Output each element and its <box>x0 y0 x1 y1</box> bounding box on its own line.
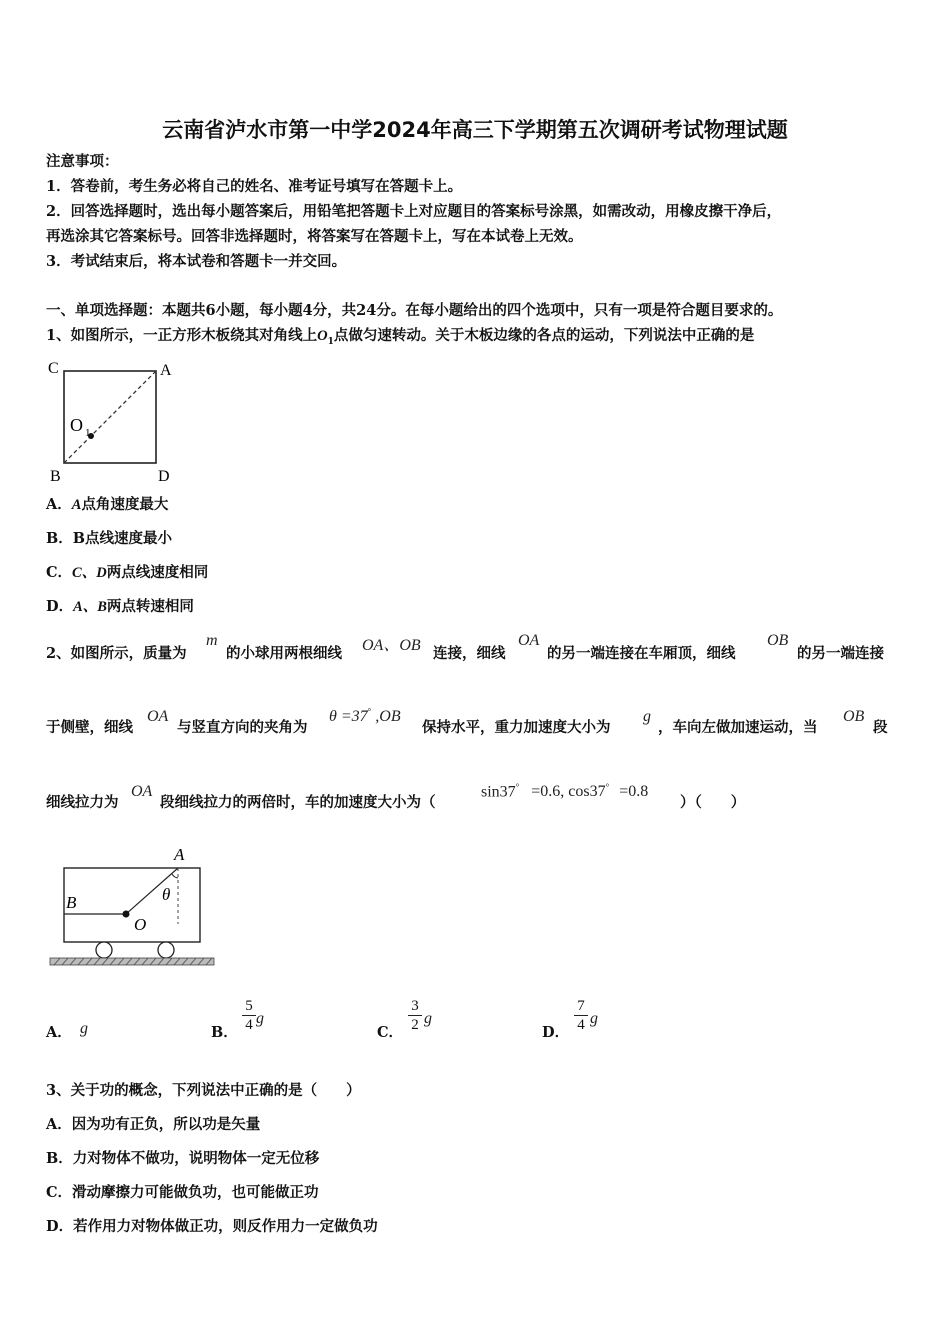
q2-option-d: D． <box>542 1024 570 1041</box>
q2-trig-values: sin37° =0.6, cos37° =0.8 <box>481 782 649 801</box>
notice-item-1: 1．答卷前，考生务必将自己的姓名、准考证号填写在答题卡上。 <box>46 178 463 195</box>
q2-var-oa-3: OA <box>131 783 153 800</box>
wheel-right <box>158 942 174 958</box>
car-body <box>64 868 200 942</box>
label-a: A <box>160 362 172 379</box>
q3-option-b: B．力对物体不做功，说明物体一定无位移 <box>46 1150 320 1167</box>
q1-figure <box>44 355 184 485</box>
label-theta: θ <box>162 885 171 904</box>
section-heading: 一、单项选择题：本题共6小题，每小题4分，共24分。在每小题给出的四个选项中，只有一项是符合题目要求的。 <box>46 302 783 319</box>
q2-var-oa: OA <box>518 632 540 649</box>
q2-option-b-fraction: 5 4 <box>242 997 256 1034</box>
label-o: O <box>70 415 83 435</box>
q2-var-ob: OB <box>767 632 789 649</box>
q2-option-c: C． <box>377 1024 404 1041</box>
q3-option-d: D．若作用力对物体做正功，则反作用力一定做负功 <box>46 1218 378 1235</box>
q3-option-c: C．滑动摩擦力可能做负功，也可能做正功 <box>46 1184 319 1201</box>
angle-arc <box>172 874 178 878</box>
q2-line-2e: 段 <box>873 719 888 736</box>
q2-line-1e: 的另一端连接 <box>797 645 884 662</box>
q2-option-c-fraction: 3 2 <box>408 997 422 1034</box>
wheel-left <box>96 942 112 958</box>
q2-line-3b: 段细线拉力的两倍时，车的加速度大小为（ <box>160 794 436 811</box>
q1-option-c: C．C、D两点线速度相同 <box>46 564 209 581</box>
label-b: B <box>50 468 61 485</box>
notice-item-3: 3．考试结束后，将本试卷和答题卡一并交回。 <box>46 253 347 270</box>
q2-option-c-g: g <box>424 1010 432 1027</box>
label-b: B <box>66 893 77 912</box>
q2-option-a-g: g <box>80 1020 88 1037</box>
q1-option-b: B．B点线速度最小 <box>46 530 173 547</box>
q2-option-d-g: g <box>590 1010 598 1027</box>
q1-stem: 1、如图所示，一正方形木板绕其对角线上$O_1$点做匀速转动。关于木板边缘的各点的运动，下列说法中正确的是 <box>46 327 755 347</box>
q1-option-d: D．A、B两点转速相同 <box>46 598 194 615</box>
q2-line-1a: 2、如图所示，质量为 <box>46 645 187 662</box>
notice-heading: 注意事项： <box>46 153 119 170</box>
q2-option-a: A． <box>46 1024 72 1041</box>
q2-line-2c: 保持水平，重力加速度大小为 <box>422 719 611 736</box>
q2-var-ob-2: OB <box>843 708 865 725</box>
q2-line-3a: 细线拉力为 <box>46 794 119 811</box>
label-d: D <box>158 468 170 485</box>
q2-line-1b: 的小球用两根细线 <box>226 645 342 662</box>
q2-option-b-g: g <box>256 1010 264 1027</box>
q2-line-2b: 与竖直方向的夹角为 <box>177 719 308 736</box>
q2-line-2a: 于侧壁，细线 <box>46 719 133 736</box>
q3-option-a: A．因为功有正负，所以功是矢量 <box>46 1116 261 1133</box>
q2-figure <box>48 840 218 970</box>
q2-theta-eq: θ =37° ,OB <box>329 706 401 725</box>
q2-var-m: m <box>206 632 218 649</box>
q2-line-3c: ）（ ） <box>680 794 746 811</box>
q2-option-d-fraction: 7 4 <box>574 997 588 1034</box>
label-o: O <box>134 915 147 934</box>
q2-line-2d: ，车向左做加速运动，当 <box>658 719 818 736</box>
q2-option-b: B． <box>211 1024 238 1041</box>
label-c: C <box>48 360 59 377</box>
label-o-sub: 1 <box>85 427 91 439</box>
page-title: 云南省泸水市第一中学2024年高三下学期第五次调研考试物理试题 <box>162 118 788 142</box>
q2-line-1c: 连接，细线 <box>433 645 506 662</box>
notice-item-2b: 再选涂其它答案标号。回答非选择题时，将答案写在答题卡上，写在本试卷上无效。 <box>46 228 583 245</box>
ball <box>123 911 130 918</box>
q3-stem: 3、关于功的概念，下列说法中正确的是（ ） <box>46 1082 361 1099</box>
label-a: A <box>174 845 185 864</box>
notice-item-2a: 2．回答选择题时，选出每小题答案后，用铅笔把答题卡上对应题目的答案标号涂黑，如需改动，用橡皮擦干净后， <box>46 203 782 220</box>
ground <box>50 958 214 965</box>
q2-line-1d: 的另一端连接在车厢顶，细线 <box>547 645 736 662</box>
q2-var-oa-ob: OA、OB <box>362 637 421 654</box>
q2-var-g: g <box>643 708 651 725</box>
q2-var-oa-2: OA <box>147 708 169 725</box>
q1-option-a: A．A点角速度最大 <box>46 496 169 513</box>
